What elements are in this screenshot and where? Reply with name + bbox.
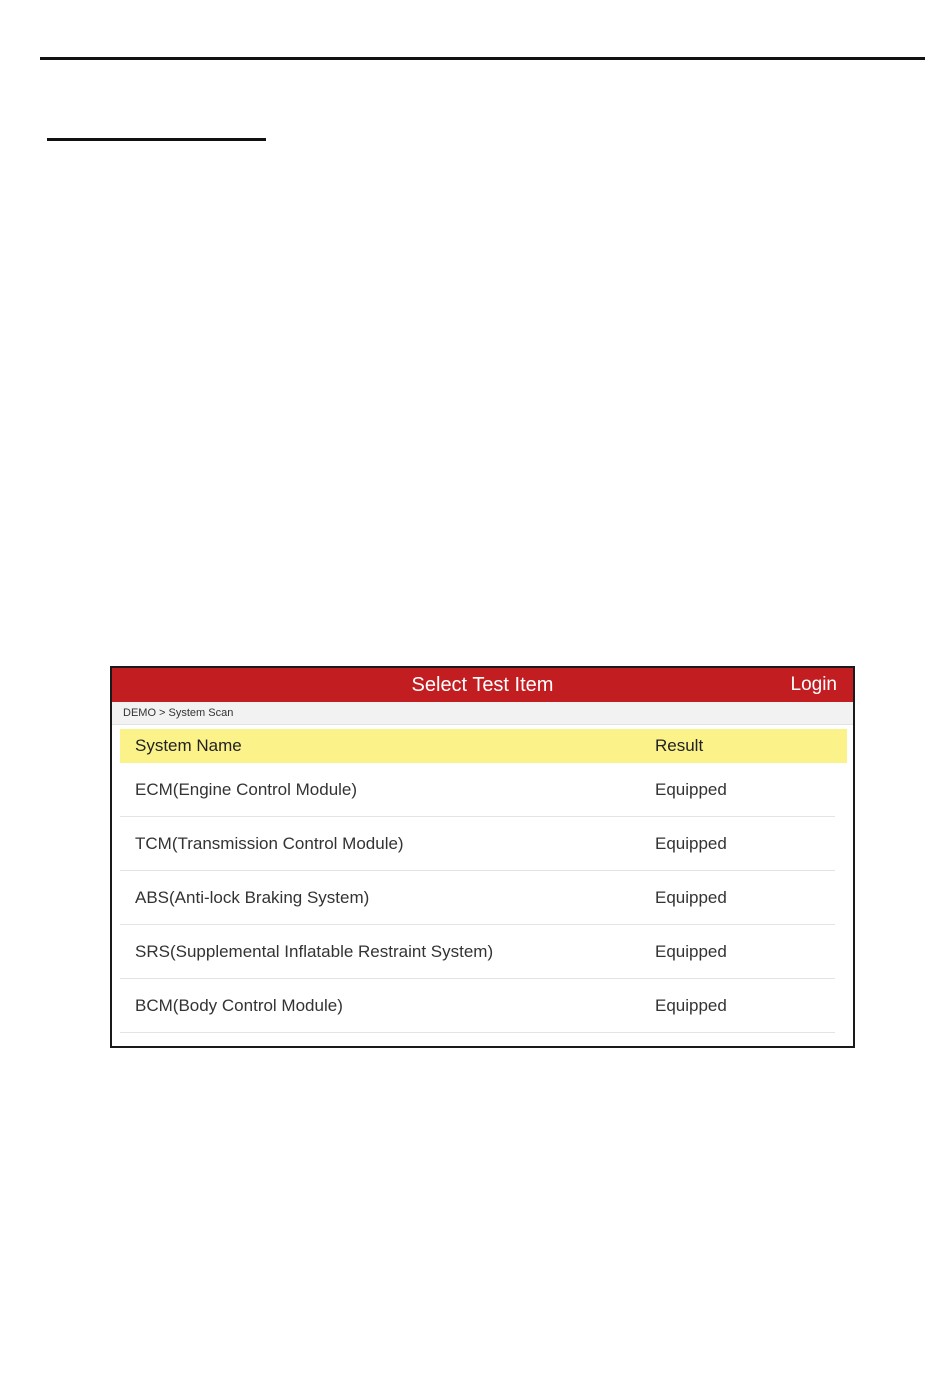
app-screenshot <box>110 666 855 1048</box>
system-result: Equipped <box>655 942 727 961</box>
system-name: BCM(Body Control Module) <box>135 996 343 1015</box>
system-name: ABS(Anti-lock Braking System) <box>135 888 370 907</box>
system-name: SRS(Supplemental Inflatable Restraint System) <box>135 942 494 961</box>
title-bar <box>112 668 853 702</box>
list-item[interactable] <box>120 817 835 871</box>
system-list <box>112 725 853 1048</box>
list-header <box>120 729 847 763</box>
system-name: TCM(Transmission Control Module) <box>135 834 404 853</box>
page-title: Select Test Item <box>411 674 554 696</box>
list-item[interactable] <box>120 763 835 817</box>
system-result: Equipped <box>655 834 727 853</box>
header-system-name: System Name <box>135 736 242 755</box>
page-header-rule <box>40 57 925 60</box>
list-item[interactable] <box>120 979 835 1033</box>
system-result: Equipped <box>655 888 727 907</box>
system-result: Equipped <box>655 996 727 1015</box>
list-item[interactable] <box>120 925 835 979</box>
system-result: Equipped <box>655 780 727 799</box>
list-item-cut-off[interactable] <box>120 1033 835 1048</box>
section-heading-underline <box>47 138 266 141</box>
system-name: ECM(Engine Control Module) <box>135 780 358 799</box>
list-item[interactable] <box>120 871 835 925</box>
header-result: Result <box>655 736 704 755</box>
login-button[interactable]: Login <box>790 674 837 695</box>
breadcrumb: DEMO > System Scan <box>112 702 853 725</box>
